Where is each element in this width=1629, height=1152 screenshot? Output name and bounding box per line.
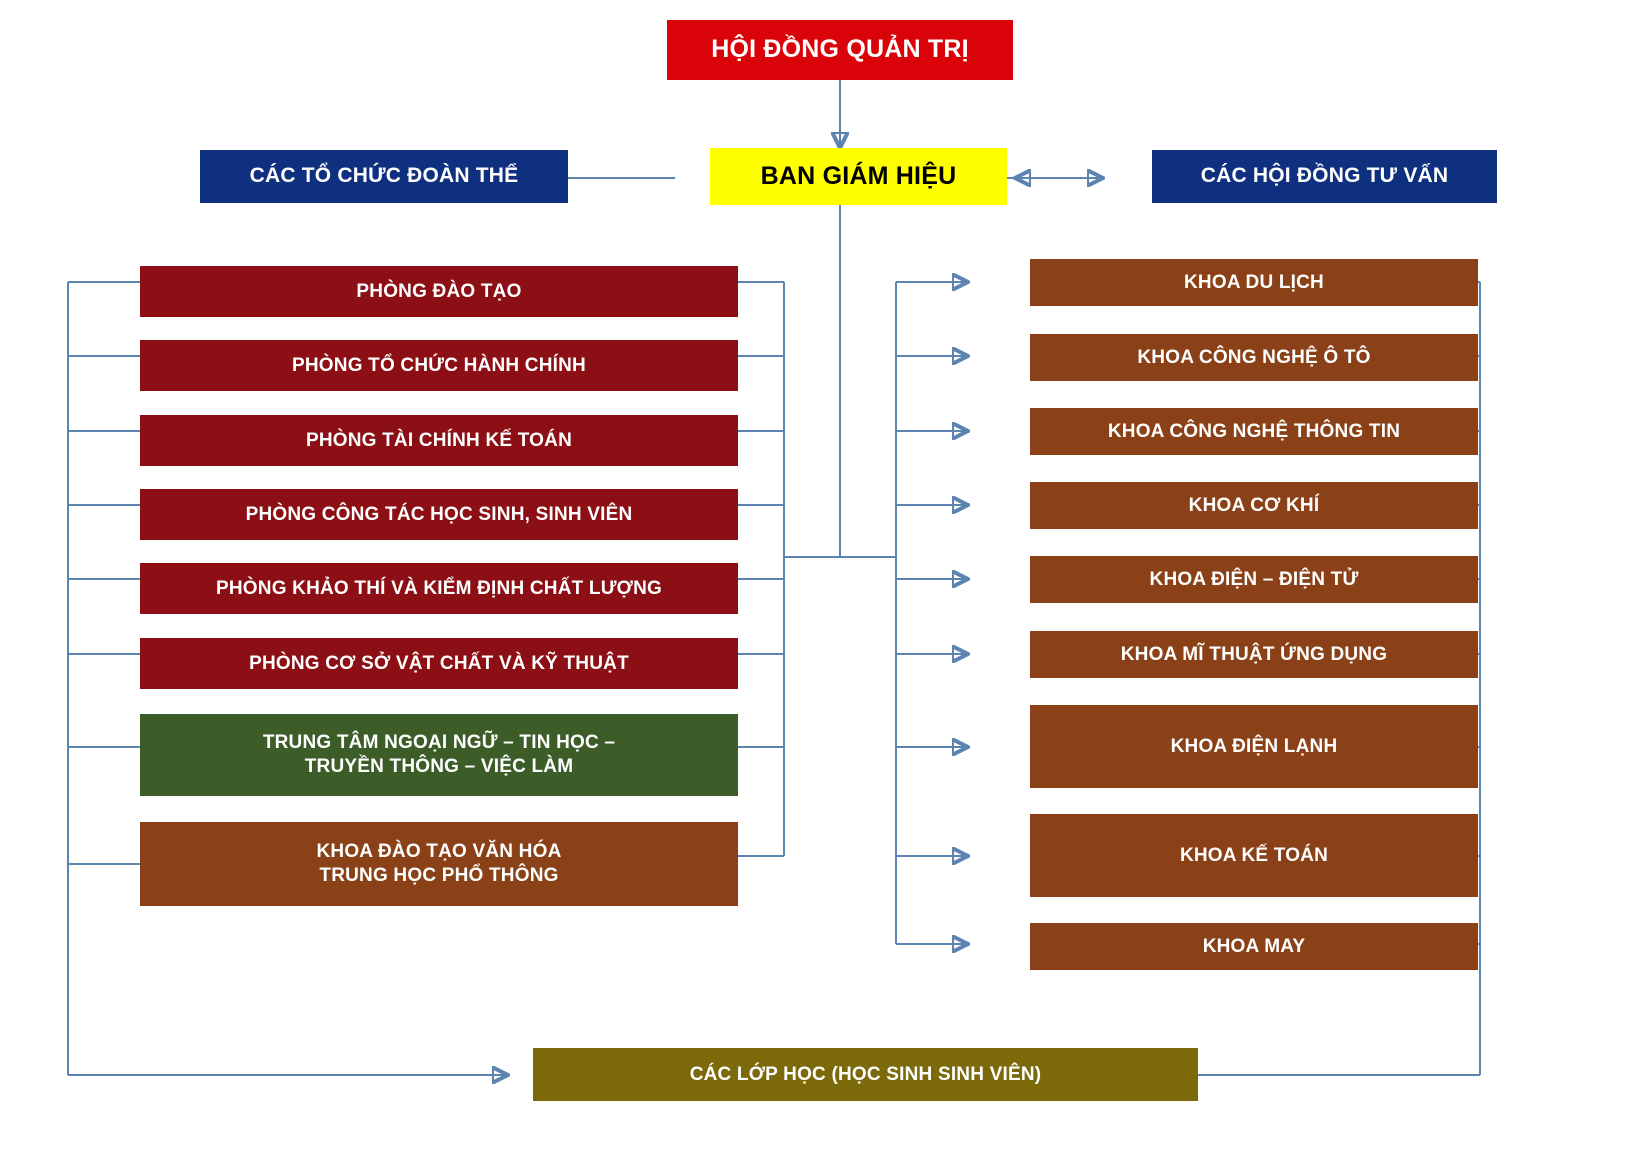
node-right-6[interactable] xyxy=(1030,631,1478,678)
node-left-6[interactable] xyxy=(140,638,738,689)
node-label: KHOA ĐIỆN – ĐIỆN TỬ xyxy=(1149,568,1359,590)
node-label: CÁC TỔ CHỨC ĐOÀN THỂ xyxy=(249,164,519,188)
node-label: KHOA CÔNG NGHỆ THÔNG TIN xyxy=(1107,420,1401,442)
node-label-line2: TRUNG HỌC PHỔ THÔNG xyxy=(319,865,559,886)
node-right-9[interactable] xyxy=(1030,923,1478,970)
node-left-4[interactable] xyxy=(140,489,738,540)
node-label: KHOA KẾ TOÁN xyxy=(1179,844,1329,866)
node-label-line1: TRUNG TÂM NGOẠI NGỮ – TIN HỌC – xyxy=(262,732,616,754)
node-right-8[interactable] xyxy=(1030,814,1478,897)
node-board-of-directors[interactable] xyxy=(667,20,1013,80)
node-right-2[interactable] xyxy=(1030,334,1478,381)
node-label: PHÒNG CÔNG TÁC HỌC SINH, SINH VIÊN xyxy=(245,503,633,525)
node-label: CÁC HỘI ĐỒNG TƯ VẤN xyxy=(1200,164,1449,188)
node-label: CÁC LỚP HỌC (HỌC SINH SINH VIÊN) xyxy=(689,1063,1042,1085)
node-left-3[interactable] xyxy=(140,415,738,466)
node-left-8[interactable] xyxy=(140,822,738,906)
node-label: BAN GIÁM HIỆU xyxy=(760,161,957,190)
node-label: PHÒNG KHẢO THÍ VÀ KIỂM ĐỊNH CHẤT LƯỢNG xyxy=(216,577,662,599)
node-label: PHÒNG TỔ CHỨC HÀNH CHÍNH xyxy=(292,354,586,376)
node-label-line2: TRUYỀN THÔNG – VIỆC LÀM xyxy=(304,756,574,777)
node-label: HỘI ĐỒNG QUẢN TRỊ xyxy=(711,35,969,64)
node-right-4[interactable] xyxy=(1030,482,1478,529)
node-label: KHOA ĐIỆN LẠNH xyxy=(1170,735,1338,757)
node-left-2[interactable] xyxy=(140,340,738,391)
node-left-1[interactable] xyxy=(140,266,738,317)
node-classes[interactable] xyxy=(533,1048,1198,1101)
node-label-line1: KHOA ĐÀO TẠO VĂN HÓA xyxy=(316,841,562,863)
node-label: PHÒNG ĐÀO TẠO xyxy=(356,280,522,302)
node-right-1[interactable] xyxy=(1030,259,1478,306)
node-right-7[interactable] xyxy=(1030,705,1478,788)
node-left-5[interactable] xyxy=(140,563,738,614)
node-label: KHOA MAY xyxy=(1202,935,1306,957)
node-label: PHÒNG TÀI CHÍNH KẾ TOÁN xyxy=(305,429,573,451)
node-left-7[interactable] xyxy=(140,714,738,796)
node-label: KHOA CÔNG NGHỆ Ô TÔ xyxy=(1137,346,1371,368)
node-right-5[interactable] xyxy=(1030,556,1478,603)
node-right-3[interactable] xyxy=(1030,408,1478,455)
node-label: KHOA DU LỊCH xyxy=(1184,271,1324,293)
node-label: KHOA CƠ KHÍ xyxy=(1188,494,1320,516)
node-mass-organizations[interactable] xyxy=(200,150,568,203)
node-advisory-councils[interactable] xyxy=(1152,150,1497,203)
node-label: KHOA MĨ THUẬT ỨNG DỤNG xyxy=(1120,643,1388,665)
node-label: PHÒNG CƠ SỞ VẬT CHẤT VÀ KỸ THUẬT xyxy=(249,652,629,674)
node-executive-board[interactable] xyxy=(710,148,1007,205)
